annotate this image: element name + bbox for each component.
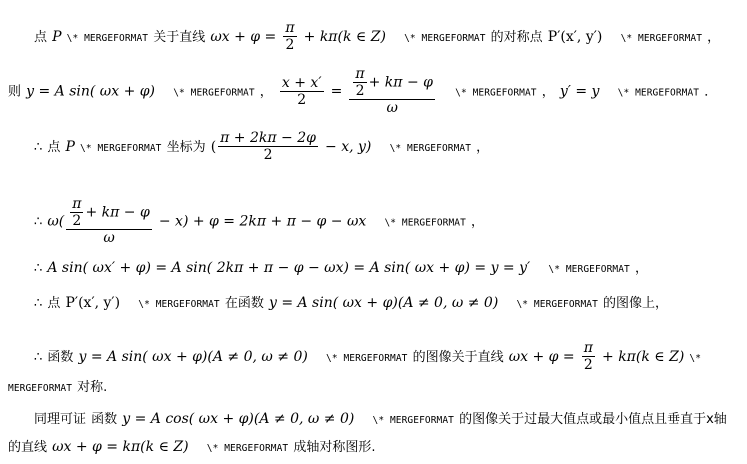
text: 则 (8, 84, 22, 100)
fraction-numerator: π + 2kπ − 2φ (220, 130, 316, 146)
fraction (582, 340, 595, 373)
line-2: 则 y = A sin( ωx + φ) \* MERGEFORMAT ， $\frac{x + x'}{2}$ = $\frac{\pi}{2}$ + kπ − φ ω \* MERGEFORMAT ， y′ = y \* MERGEFORMAT ． (8, 66, 718, 117)
fraction-denominator: 2 (72, 213, 82, 230)
text: 成轴对称图形. (293, 440, 376, 455)
mergeformat-field: \* MERGEFORMAT (66, 33, 149, 45)
text: ． (704, 84, 718, 100)
fraction-numerator: π (583, 340, 593, 356)
fraction (353, 66, 366, 99)
line-10 (8, 436, 375, 455)
text: ， (634, 261, 648, 276)
math-expr: − x) + φ = 2kπ + π − φ − ωx (158, 213, 367, 230)
fraction-denominator: ω (103, 230, 115, 247)
math-expr: y = A sin( ωx + φ)(A ≠ 0, ω ≠ 0) (268, 295, 499, 311)
line-4 (34, 196, 484, 246)
text: 点 (47, 296, 61, 311)
fraction (70, 196, 83, 229)
math-var: P (52, 29, 62, 46)
text: 点 (47, 140, 61, 156)
math-expr: P′(x′, y′) (547, 29, 603, 46)
math-expr: ωx + φ = (508, 349, 575, 366)
text: 的图像上， (603, 296, 669, 311)
text: 的对称点 (490, 30, 543, 46)
math-expr: y = A sin( ωx + φ) (26, 83, 156, 100)
math-expr: A sin( ωx′ + φ) = A sin( 2kπ + π − φ − ωx) = A sin( ωx + φ) = y = y′ (47, 260, 531, 276)
mergeformat-field: \* (689, 353, 702, 365)
text: 函数 (91, 412, 118, 427)
text: 同理可证 (34, 412, 87, 427)
line-5 (34, 257, 648, 276)
math-expr: ( (210, 139, 217, 156)
math-expr: + kπ(k ∈ Z) (303, 29, 386, 46)
fraction (283, 20, 296, 53)
therefore-symbol: ∴ (34, 350, 43, 366)
text: 的图像关于直线 (412, 350, 504, 366)
math-expr: − x, y) (325, 139, 372, 156)
fraction (66, 196, 152, 246)
line-7 (34, 340, 701, 373)
mergeformat-field: \* MERGEFORMAT (206, 443, 289, 454)
math-expr: + kπ(k ∈ Z) (602, 349, 685, 366)
text: 点 (34, 30, 48, 46)
mergeformat-field: \* MERGEFORMAT (617, 87, 700, 99)
text: ， (476, 140, 490, 156)
math-expr: ω( (47, 213, 65, 230)
mergeformat-field: \* MERGEFORMAT (620, 33, 703, 45)
math-expr: y = A sin( ωx + φ)(A ≠ 0, ω ≠ 0) (78, 349, 308, 366)
text: ， (471, 214, 485, 230)
mergeformat-field: \* MERGEFORMAT (372, 415, 454, 426)
mergeformat-field: \* MERGEFORMAT (384, 217, 466, 229)
fraction-denominator: 2 (583, 357, 593, 374)
text: 坐标为 (166, 140, 206, 156)
math-expr: + kπ − φ (368, 74, 433, 91)
mergeformat-field: \* MERGEFORMAT (548, 264, 630, 275)
line-1 (34, 20, 720, 53)
math-expr: y′ = y (559, 83, 600, 100)
line-8 (8, 376, 107, 395)
fraction (349, 66, 435, 116)
therefore-symbol: ∴ (34, 261, 43, 276)
math-expr: P′(x′, y′) (65, 295, 121, 311)
fraction-denominator: 2 (263, 147, 273, 164)
math-var: P (65, 139, 75, 156)
text: 对称. (77, 380, 108, 395)
mergeformat-field: \* MERGEFORMAT (138, 299, 220, 310)
fraction-numerator: π (355, 66, 365, 82)
math-expr: ωx + φ = kπ(k ∈ Z) (52, 439, 189, 455)
math-expr: + kπ − φ (85, 204, 150, 221)
math-expr: y = A cos( ωx + φ)(A ≠ 0, ω ≠ 0) (122, 411, 355, 427)
mergeformat-field: MERGEFORMAT (8, 383, 73, 394)
fraction-denominator: ω (386, 100, 398, 117)
line-6 (34, 292, 668, 311)
mergeformat-field: \* MERGEFORMAT (516, 299, 598, 310)
text: 在函数 (224, 296, 264, 311)
therefore-symbol: ∴ (34, 140, 43, 156)
mergeformat-field: \* MERGEFORMAT (80, 143, 162, 155)
text: 函数 (47, 350, 74, 366)
math-expr: ωx + φ = (210, 29, 277, 46)
therefore-symbol: ∴ (34, 214, 43, 230)
fraction-denominator: 2 (355, 83, 365, 100)
fraction (218, 130, 318, 163)
mergeformat-field: \* MERGEFORMAT (173, 87, 255, 99)
fraction-numerator: x + x′ (281, 74, 322, 91)
text: 的图像关于过最大值点或最小值点且垂直于x轴 (459, 412, 727, 427)
fraction-numerator: π (285, 20, 295, 36)
mergeformat-field: \* MERGEFORMAT (389, 143, 472, 155)
fraction (280, 75, 324, 108)
mergeformat-field: \* MERGEFORMAT (455, 87, 537, 99)
fraction-numerator (349, 66, 435, 100)
fraction-numerator: π (72, 196, 82, 212)
therefore-symbol: ∴ (34, 296, 43, 311)
text: ， (707, 30, 721, 46)
text: 关于直线 (153, 30, 206, 46)
fraction-denominator: 2 (297, 91, 307, 108)
text: 的直线 (8, 440, 48, 455)
line-9 (34, 408, 727, 427)
text: ， (259, 84, 273, 100)
mergeformat-field: \* MERGEFORMAT (404, 33, 486, 45)
fraction-denominator: 2 (285, 37, 295, 54)
line-3 (34, 130, 489, 163)
text: ， (541, 84, 555, 100)
mergeformat-field: \* MERGEFORMAT (326, 353, 408, 365)
fraction-numerator (66, 196, 152, 230)
